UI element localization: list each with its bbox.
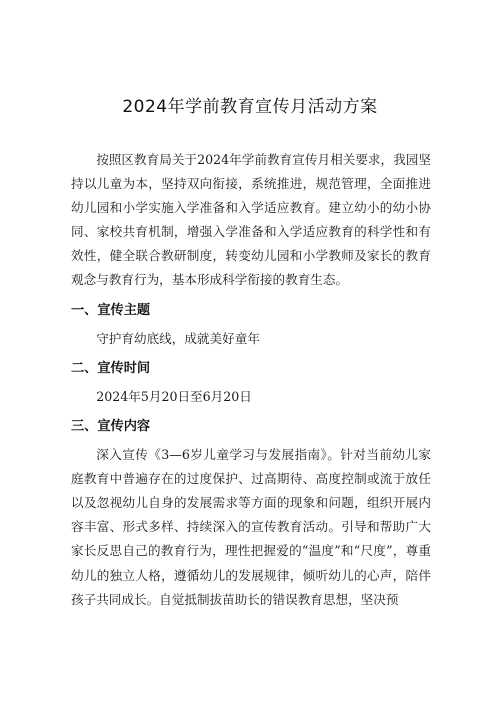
document-title: 2024年学前教育宣传月活动方案 [122,97,378,117]
section-heading-theme: 一、宣传主题 [71,302,151,318]
section-heading-time: 二、宣传时间 [71,360,151,376]
section-text-time: 2024年5月20日至6月20日 [96,388,252,404]
section-heading-content: 三、宣传内容 [71,418,151,434]
section-text-content: 深入宣传《3—6岁儿童学习与发展指南》。针对当前幼儿家庭教育中普遍存在的过度保护、过高期待、高度控制或流于放任以及忽视幼儿自身的发展需求等方面的现象和问题，组织开展内容丰富、形式多样、持续深入的宣传教育活动。引导和帮助广大家长反思自己的教育行为，理性把握爱的“温度”和“尺度”，尊重幼儿的独立人格，遵循幼儿的发展规律，倾听幼儿的心声，陪伴孩子共同成长。自觉抵制拔苗助长的错误教育思想，坚决预 [71,447,431,607]
section-text-theme: 守护育幼底线，成就美好童年 [96,330,260,346]
intro-paragraph: 按照区教育局关于2024年学前教育宣传月相关要求，我园坚持以儿童为本，坚持双向衔接，系统推进，规范管理，全面推进幼儿园和小学实施入学准备和入学适应教育。建立幼小的幼小协同、家校共育机制，增强入学准备和入学适应教育的科学性和有效性，健全联合教研制度，转变幼儿园和小学教师及家长的教育观念与教育行为，基本形成科学衔接的教育生态。 [71,152,431,288]
document-body [71,148,431,612]
